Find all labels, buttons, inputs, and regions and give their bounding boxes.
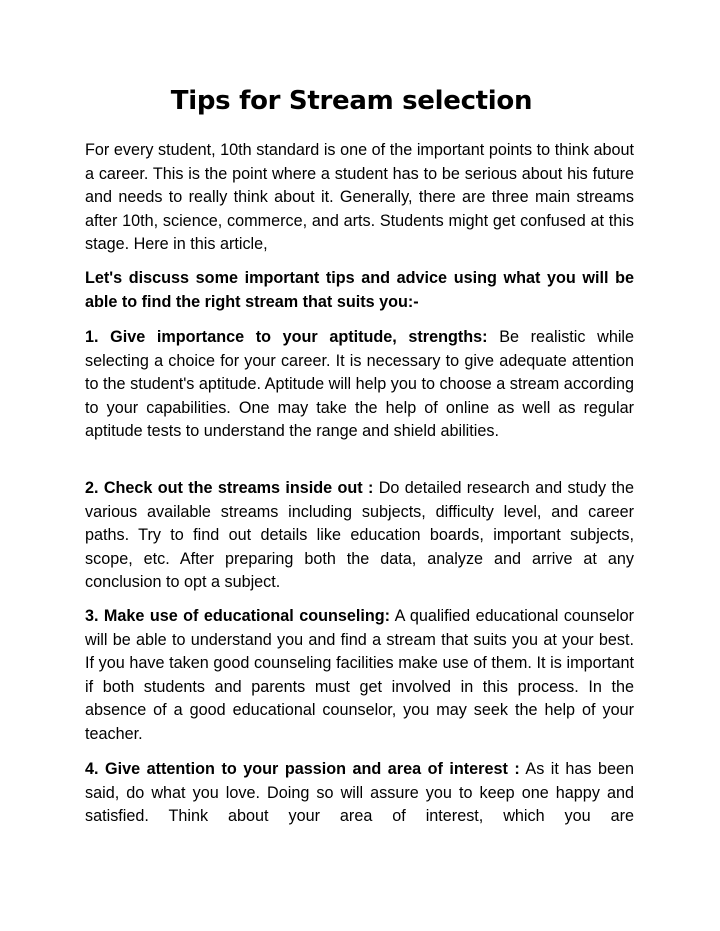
tip-heading-3: 3. Make use of educational counseling: bbox=[85, 607, 391, 625]
tip-paragraph-4 bbox=[85, 758, 634, 829]
tip-paragraph-2 bbox=[85, 477, 634, 595]
tip-text-2: Do detailed research and study the various available streams including subjects, difficulty level, and career paths. Try to find out details like education boards, important subjects, scope, etc. After preparing both the data, analyze and arrive at any conclusion to opt a subject. bbox=[85, 479, 634, 592]
tip-heading-2: 2. Check out the streams inside out : bbox=[85, 479, 374, 497]
tip-text-3: A qualified educational counselor will be able to understand you and find a stream that suits you at your best. If you have taken good counseling facilities make use of them. It is important if both students and parents must get involved in this process. In the absence of a good educational counselor, you may seek the help of your teacher. bbox=[85, 607, 635, 743]
tip-paragraph-3 bbox=[85, 605, 634, 747]
tip-heading-1: 1. Give importance to your aptitude, strengths: bbox=[85, 328, 488, 346]
page-title: Tips for Stream selection bbox=[170, 86, 533, 116]
tip-paragraph-1 bbox=[85, 326, 634, 444]
tip-text-1: Be realistic while selecting a choice for your career. It is necessary to give adequate attention to the student's aptitude. Aptitude will help you to choose a stream according to your capabilities. One may take the help of online as well as regular aptitude tests to understand the range and shield abilities. bbox=[85, 328, 635, 441]
lead-paragraph: Let's discuss some important tips and advice using what you will be able to find the right stream that suits you:- bbox=[85, 269, 634, 311]
tip-text-4: As it has been said, do what you love. Doing so will assure you to keep one happy and satisfied. Think about your area of interest, which you are bbox=[85, 760, 635, 826]
intro-paragraph: For every student, 10th standard is one of the important points to think about a career. This is the point where a student has to be serious about his future and needs to really think about it. Generally, there are three main streams after 10th, science, commerce, and arts. Students might get confused at this stage. Here in this article, bbox=[85, 141, 634, 254]
tip-heading-4: 4. Give attention to your passion and area of interest : bbox=[85, 760, 520, 778]
